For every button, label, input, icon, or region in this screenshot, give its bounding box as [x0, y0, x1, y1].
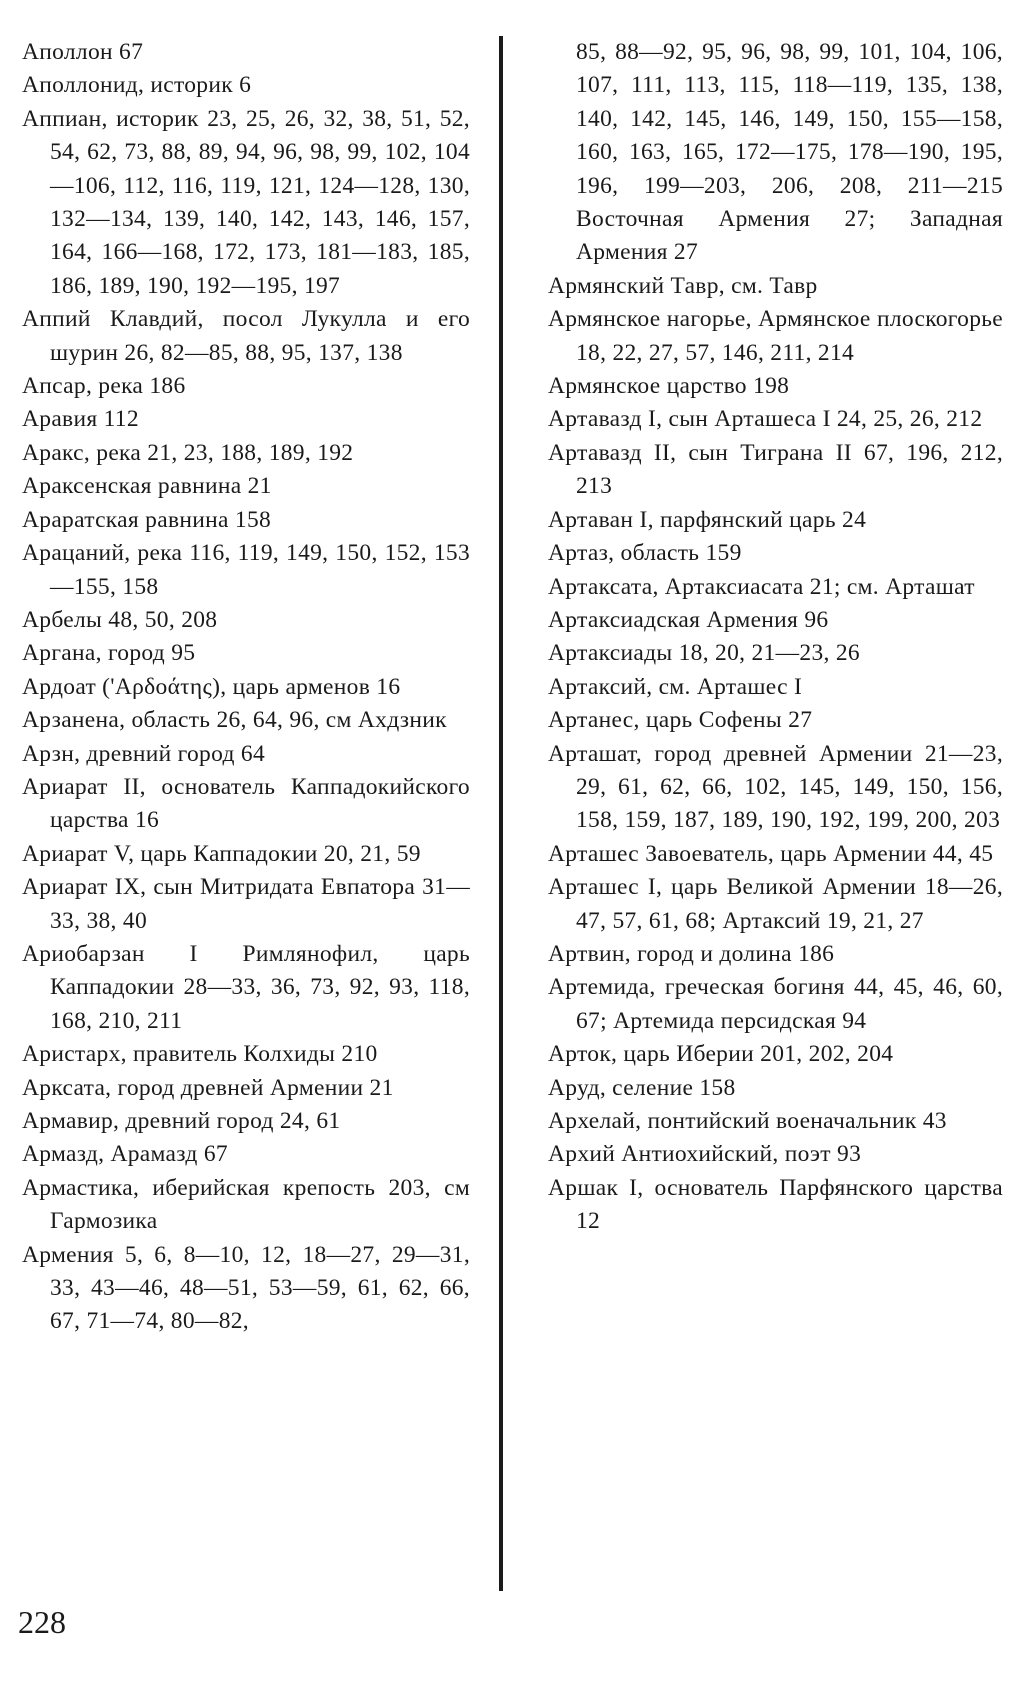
- index-entry: Ариарат V, царь Каппадокии 20, 21, 59: [22, 840, 421, 867]
- index-entry: Артавазд I, сын Арташеса I 24, 25, 26, 212: [548, 406, 983, 433]
- index-entry: Аргана, город 95: [22, 640, 196, 667]
- index-entry: Араратская равнина 158: [22, 506, 272, 533]
- index-entry: Араксенская равнина 21: [22, 473, 272, 500]
- index-entry: Архий Антиохийский, поэт 93: [548, 1141, 862, 1168]
- index-entry: Армазд, Арамазд 67: [22, 1141, 228, 1168]
- index-entry: Аравия 112: [22, 406, 139, 433]
- index-entry: Арток, царь Иберии 201, 202, 204: [548, 1041, 894, 1068]
- index-entry: Ариарат II, основатель Каппадокийского царства 16: [22, 773, 470, 834]
- index-entry: Арксата, город древней Армении 21: [22, 1074, 394, 1101]
- index-entry: Аракс, река 21, 23, 188, 189, 192: [22, 439, 354, 466]
- index-entry: Аппий Клавдий, посол Лукулла и его шурин 26, 82—85, 88, 95, 137, 138: [22, 306, 470, 366]
- index-entry: Армянское нагорье, Армянское плоскогорье 18, 22, 27, 57, 146, 211, 214: [548, 306, 1003, 366]
- index-entry: Арташес I, царь Великой Армении 18—26, 47, 57, 61, 68; Артаксий 19, 21, 27: [548, 874, 1003, 934]
- index-entry: Ардоат ('Αρδοάτης), царь арменов 16: [22, 673, 401, 700]
- index-entry: Артаз, область 159: [548, 540, 742, 567]
- index-entry: Ариарат IX, сын Митридата Евпатора 31—33, 38, 40: [22, 874, 470, 934]
- index-entry: Артанес, царь Софены 27: [548, 707, 813, 734]
- index-entry: Артаксата, Артаксиасата 21; см. Арташат: [548, 573, 975, 600]
- index-entry: Аполлон 67: [22, 39, 144, 65]
- index-entry: Аршак I, основатель Парфянского царства 12: [548, 1174, 1003, 1235]
- index-entry: Артвин, город и долина 186: [548, 940, 835, 967]
- index-entry: Армянское царство 198: [548, 373, 790, 400]
- index-entry: Артаксиадская Армения 96: [548, 606, 829, 633]
- index-entry: Армения 5, 6, 8—10, 12, 18—27, 29—31, 33, 43—46, 48—51, 53—59, 61, 62, 66, 67, 71—74, 80—82,: [22, 1241, 470, 1335]
- index-entry: Аруд, селение 158: [548, 1074, 736, 1101]
- index-entry: Артаван I, парфянский царь 24: [548, 506, 867, 533]
- index-entry: Аполлонид, историк 6: [22, 72, 252, 99]
- index-entry: Арташес Завоеватель, царь Армении 44, 45: [548, 840, 994, 867]
- index-entry: Аристарх, правитель Колхиды 210: [22, 1041, 378, 1068]
- column-divider: [499, 36, 503, 1591]
- index-entry: Ариобарзан I Римлянофил, царь Каппадокии 28—33, 36, 73, 92, 93, 118, 168, 210, 211: [22, 940, 470, 1034]
- index-entry: Армастика, иберийская крепость 203, см Гармозика: [22, 1174, 470, 1235]
- index-entry: Апсар, река 186: [22, 373, 186, 400]
- index-entry: Артавазд II, сын Тиграна II 67, 196, 212, 213: [548, 439, 1003, 500]
- index-column-left: [22, 36, 470, 1339]
- index-entry: Арбелы 48, 50, 208: [22, 606, 218, 633]
- index-entry: Армянский Тавр, см. Тавр: [548, 272, 818, 299]
- index-entry: Артаксиады 18, 20, 21—23, 26: [548, 640, 860, 667]
- index-entry: Арташат, город древней Армении 21—23, 29, 61, 62, 66, 102, 145, 149, 150, 156, 158, 159, 187, 189, 190, 192, 199, 200, 203: [548, 740, 1003, 834]
- index-entry: Армавир, древний город 24, 61: [22, 1108, 341, 1134]
- index-entry: Артемида, греческая богиня 44, 45, 46, 60, 67; Артемида персидская 94: [548, 974, 1003, 1034]
- index-entry: Архелай, понтийский военачальник 43: [548, 1108, 947, 1134]
- index-entry: Арзн, древний город 64: [22, 740, 266, 767]
- index-entry: Арзанена, область 26, 64, 96, см Ахдзник: [22, 707, 447, 734]
- index-entry: Артаксий, см. Арташес I: [548, 673, 803, 700]
- index-entry-continuation: 85, 88—92, 95, 96, 98, 99, 101, 104, 106, 107, 111, 113, 115, 118—119, 135, 138, 140, 142, 145, 146, 149, 150, 155—158, 160, 163, 165, 172—175, 178—190, 195, 196, 199—203, 206, 208, 211—215 Восточная Армения 27; Западная Армения 27: [576, 39, 1003, 266]
- page-number: 228: [18, 1604, 66, 1640]
- index-entry: Аппиан, историк 23, 25, 26, 32, 38, 51, 52, 54, 62, 73, 88, 89, 94, 96, 98, 99, 102, 104—106, 112, 116, 119, 121, 124—128, 130, 132—134, 139, 140, 142, 143, 146, 157, 164, 166—168, 172, 173, 181—183, 185, 186, 189, 190, 192—195, 197: [22, 105, 470, 299]
- index-entry: Арацаний, река 116, 119, 149, 150, 152, 153—155, 158: [22, 540, 470, 600]
- index-column-right: [548, 36, 1003, 1239]
